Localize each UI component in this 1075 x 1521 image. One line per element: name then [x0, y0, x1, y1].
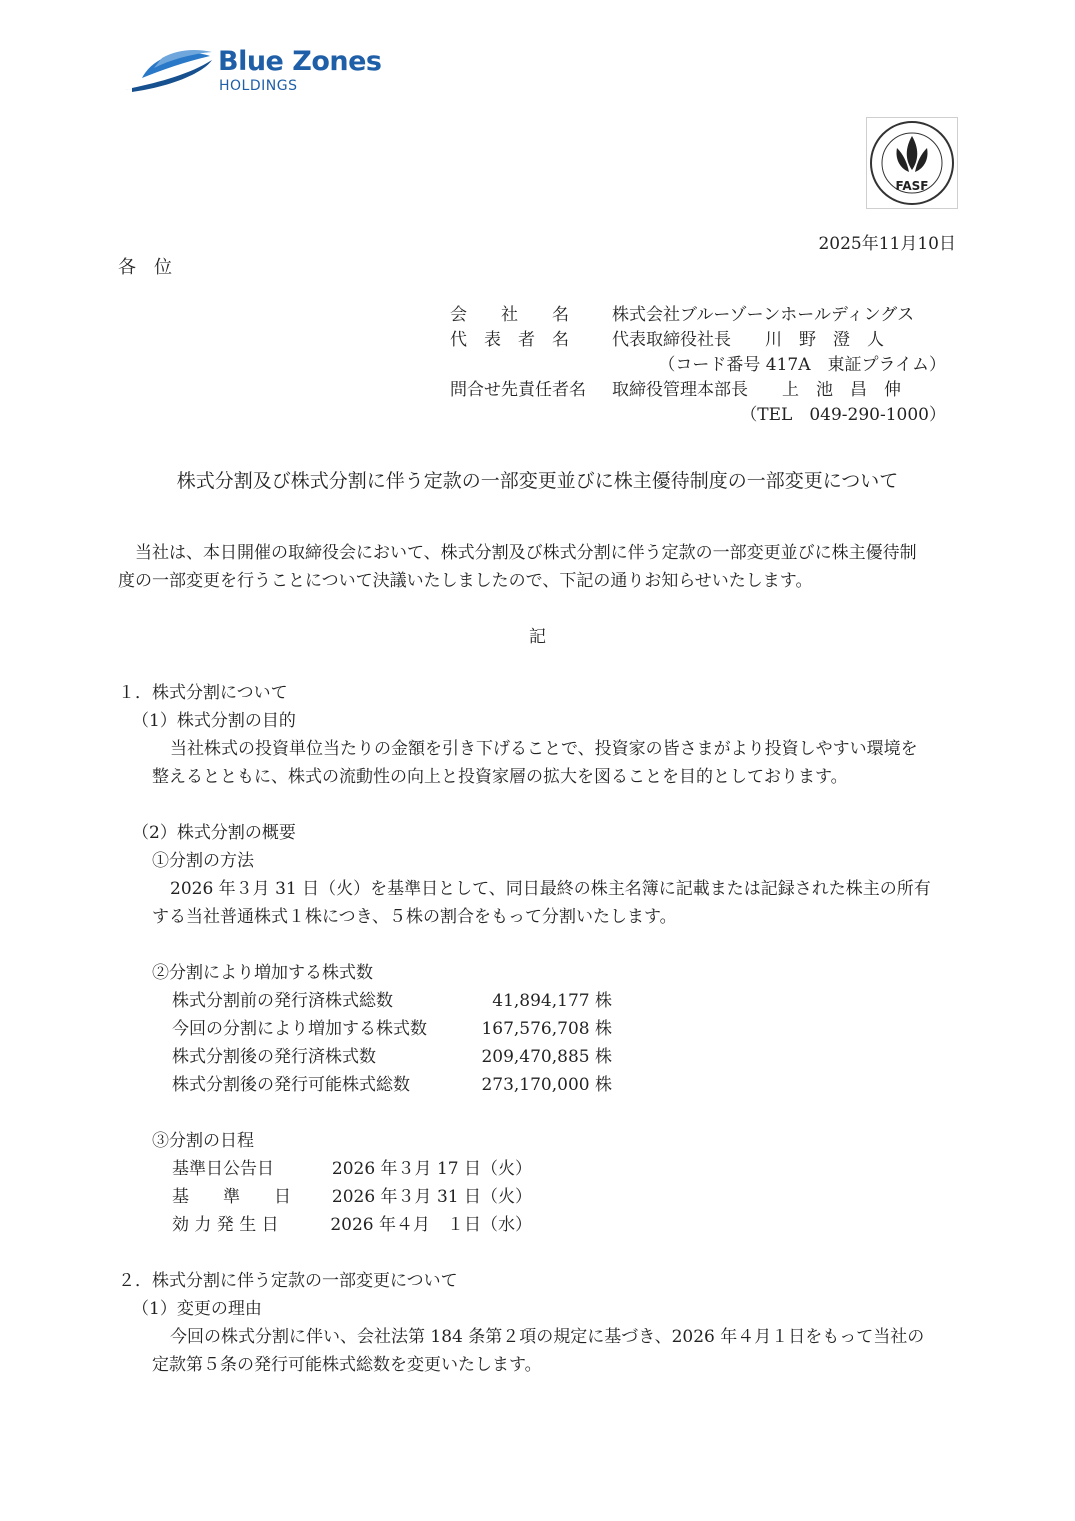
schedule-heading: ③分割の日程	[152, 1131, 254, 1151]
fasf-seal	[866, 117, 958, 209]
intro-line-2: 度の一部変更を行うことについて決議いたしましたので、下記の通りお知らせいたします。	[118, 571, 813, 591]
contact-value: 取締役管理本部長 上 池 昌 伸	[612, 380, 901, 400]
representative-label: 代 表 者 名	[450, 330, 569, 350]
section2-sub1-line-2: 定款第５条の発行可能株式総数を変更いたします。	[152, 1355, 542, 1375]
blue-zones-swoosh-icon	[124, 48, 216, 98]
company-name-value: 株式会社ブルーゾーンホールディングス	[612, 305, 915, 325]
section1-sub1-heading: （1）株式分割の目的	[132, 711, 296, 731]
table-row	[172, 1042, 612, 1070]
table-row	[172, 986, 612, 1014]
fasf-seal-icon	[867, 118, 957, 208]
section1-sub2-heading: （2）株式分割の概要	[132, 823, 296, 843]
stock-code: （コード番号 417A 東証プライム）	[658, 355, 946, 375]
company-info-row	[450, 350, 950, 375]
section1-sub1-line-1: 当社株式の投資単位当たりの金額を引き下げることで、投資家の皆さまがより投資しやすい環境を	[170, 739, 918, 759]
method-line-2: する当社普通株式１株につき、５株の割合をもって分割いたします。	[152, 907, 677, 927]
section1-sub1-line-2: 整えるとともに、株式の流動性の向上と投資家層の拡大を図ることを目的としております。	[152, 767, 848, 787]
increase-value: 209,470,885 株	[481, 1047, 612, 1067]
section2-heading: ２．株式分割に伴う定款の一部変更について	[118, 1271, 458, 1291]
schedule-value: 2026 年３月 17 日（火）	[331, 1159, 532, 1179]
contact-tel: （TEL 049-290-1000）	[740, 405, 946, 425]
method-heading: ①分割の方法	[152, 851, 254, 871]
table-row	[172, 1014, 612, 1042]
schedule-label: 基準日公告日	[172, 1159, 274, 1179]
increase-value: 273,170,000 株	[481, 1075, 612, 1095]
increase-label: 株式分割後の発行可能株式総数	[172, 1075, 410, 1095]
schedule-value: 2026 年３月 31 日（火）	[331, 1187, 532, 1207]
table-row	[172, 1070, 612, 1098]
increase-label: 今回の分割により増加する株式数	[172, 1019, 427, 1039]
increase-value: 167,576,708 株	[481, 1019, 612, 1039]
intro-line-1: 当社は、本日開催の取締役会において、株式分割及び株式分割に伴う定款の一部変更並びに株主優待制	[118, 543, 917, 563]
logo-sub: HOLDINGS	[219, 78, 298, 94]
schedule-value: 2026 年４月 １日（水）	[330, 1215, 532, 1235]
table-row	[172, 1154, 532, 1182]
recipient: 各 位	[118, 257, 172, 278]
schedule-label: 基 準 日	[172, 1187, 291, 1207]
increase-table	[172, 986, 612, 1098]
representative-value: 代表取締役社長 川 野 澄 人	[612, 330, 884, 350]
table-row	[172, 1210, 532, 1238]
document-date: 2025年11月10日	[818, 234, 956, 254]
company-logo	[124, 46, 382, 98]
section2-sub1-heading: （1）変更の理由	[132, 1299, 262, 1319]
increase-label: 株式分割前の発行済株式総数	[172, 991, 393, 1011]
company-info-row	[450, 400, 950, 425]
ki-heading: 記	[529, 627, 546, 647]
logo-name: Blue Zones	[218, 46, 382, 77]
company-name-label: 会 社 名	[450, 305, 569, 325]
section2-sub1-line-1: 今回の株式分割に伴い、会社法第 184 条第２項の規定に基づき、2026 年４月１日をもって当社の	[170, 1327, 925, 1347]
table-row	[172, 1182, 532, 1210]
seal-label: FASF	[895, 179, 929, 193]
schedule-table	[172, 1154, 532, 1238]
company-info-row	[450, 300, 950, 325]
section1-heading: １．株式分割について	[118, 683, 288, 703]
page-title: 株式分割及び株式分割に伴う定款の一部変更並びに株主優待制度の一部変更について	[176, 470, 899, 492]
method-line-1: 2026 年３月 31 日（火）を基準日として、同日最終の株主名簿に記載または記録された株主の所有	[170, 879, 931, 899]
contact-label: 問合せ先責任者名	[450, 380, 586, 400]
increase-label: 株式分割後の発行済株式数	[172, 1047, 376, 1067]
increase-heading: ②分割により増加する株式数	[152, 963, 373, 983]
increase-value: 41,894,177 株	[492, 991, 612, 1011]
company-info-row	[450, 325, 950, 350]
company-info	[450, 300, 950, 425]
schedule-label: 効 力 発 生 日	[172, 1215, 279, 1235]
company-info-row	[450, 375, 950, 400]
